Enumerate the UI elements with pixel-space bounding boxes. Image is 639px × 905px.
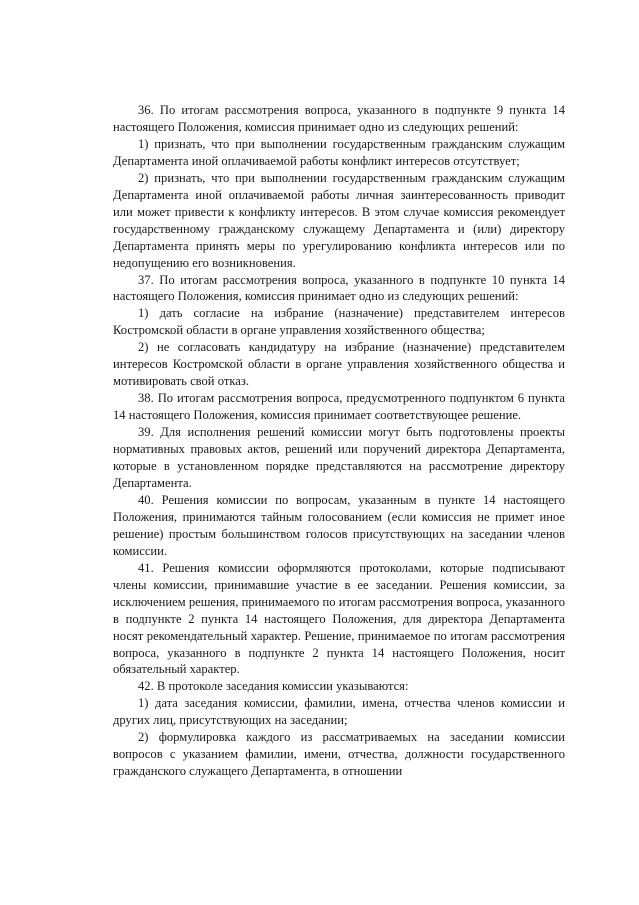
paragraph-37-item-1: 1) дать согласие на избрание (назначение) представителем интересов Костромской области в органе управления хозяйственного общества; [113,306,565,338]
paragraph-41: 41. Решения комиссии оформляются протоколами, которые подписывают члены комиссии, принимавшие участие в ее заседании. Решения комиссии, за исключением решения, принимаемого по итогам рассмотрения вопроса, указанного в подпункте 2 пункта 14 настоящего Положения, для директора Департамента носят рекомендательный характер. Решение, принимаемое по итогам рассмотрения вопроса, указанного в подпункте 2 пункта 14 настоящего Положения, носит обязательный характер. [113,560,565,677]
paragraph-40: 40. Решения комиссии по вопросам, указанным в пункте 14 настоящего Положения, принимаются тайным голосованием (если комиссия не примет иное решение) простым большинством голосов присутствующих на заседании членов комиссии. [113,492,565,558]
paragraph-42: 42. В протоколе заседания комиссии указываются: [138,679,409,694]
paragraph-36: 36. По итогам рассмотрения вопроса, указанного в подпункте 9 пункта 14 настоящего Положения, комиссия принимает одно из следующих решений: [113,103,565,134]
paragraph-39: 39. Для исполнения решений комиссии могут быть подготовлены проекты нормативных правовых актов, решений или поручений директора Департамента, которые в установленном порядке представляются на рассмотрение директору Департамента. [113,425,565,490]
paragraph-37: 37. По итогам рассмотрения вопроса, указанного в подпункте 10 пункта 14 настоящего Положения, комиссия принимает одно из следующих решений: [113,272,565,304]
paragraph-37-item-2: 2) не согласовать кандидатуру на избрание (назначение) представителем интересов Костромской области в органе управления хозяйственного общества и мотивировать свой отказ. [113,340,565,389]
paragraph-42-item-2: 2) формулировка каждого из рассматриваемых на заседании комиссии вопросов с указанием фамилии, имени, отчества, должности государственного гражданского служащего Департамента, в отношении [113,730,565,779]
paragraph-36-item-1: 1) признать, что при выполнении государственным гражданским служащим Департамента иной оплачиваемой работы конфликт интересов отсутствует; [113,136,565,168]
paragraph-42-item-1: 1) дата заседания комиссии, фамилии, имена, отчества членов комиссии и других лиц, присутствующих на заседании; [113,696,565,728]
paragraph-38: 38. По итогам рассмотрения вопроса, предусмотренного подпунктом 6 пункта 14 настоящего Положения, комиссия принимает соответствующее решение. [113,391,565,423]
paragraph-36-item-2: 2) признать, что при выполнении государственным гражданским служащим Департамента иной оплачиваемой работы личная заинтересованность приводит или может привести к конфликту интересов. В этом случае комиссия рекомендует государственному гражданскому служащему Департамента и (или) директору Департамента принять меры по урегулированию конфликта интересов или по недопущению его возникновения. [113,170,565,270]
body-text [113,102,565,780]
